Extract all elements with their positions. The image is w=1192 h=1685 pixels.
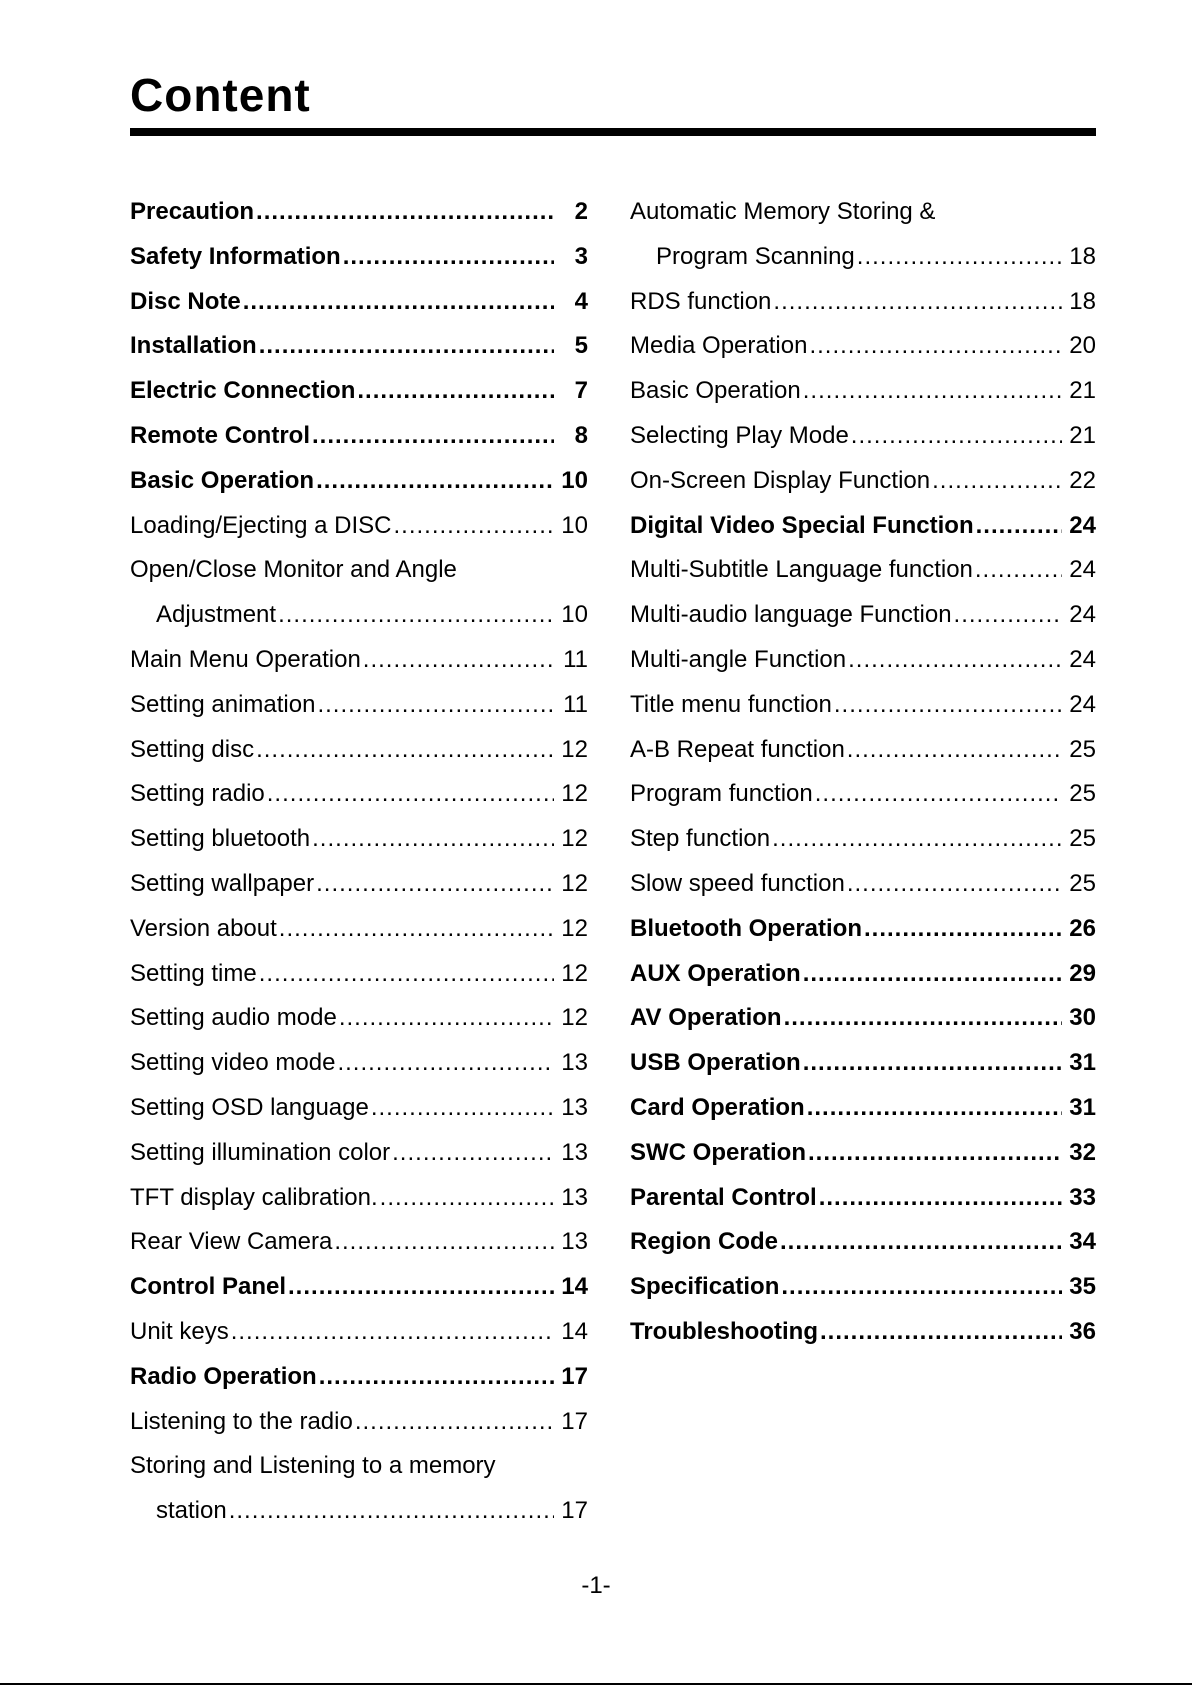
toc-entry[interactable] [130, 683, 588, 728]
toc-entry-page: 25 [1069, 735, 1096, 763]
toc-entry-page: 10 [561, 601, 588, 629]
toc-entry-label: Setting animation [130, 690, 316, 718]
toc-entry-page: 21 [1069, 421, 1096, 449]
toc-entry[interactable] [630, 190, 1096, 235]
toc-entry-label: Title menu function [630, 690, 832, 718]
toc-leader-dots [857, 235, 1062, 280]
toc-entry-label: TFT display calibration. [130, 1183, 378, 1211]
toc-entry-label: Loading/Ejecting a DISC [130, 511, 392, 539]
toc-entry[interactable] [630, 593, 1096, 638]
toc-entry-label: Setting wallpaper [130, 869, 315, 897]
toc-leader-dots [363, 638, 554, 683]
toc-entry-label: Multi-audio language Function [630, 601, 952, 629]
toc-entry-page: 14 [561, 1317, 588, 1345]
toc-right-column [630, 190, 1096, 1355]
toc-entry-label: Control Panel [130, 1273, 287, 1301]
toc-entry-label: Specification [630, 1273, 780, 1301]
toc-leader-dots [819, 1176, 1062, 1221]
toc-entry-page: 25 [1069, 869, 1096, 897]
toc-entry-page: 10 [561, 466, 588, 494]
toc-entry-page: 17 [561, 1362, 588, 1390]
toc-entry-page: 3 [574, 242, 588, 270]
toc-entry[interactable] [130, 504, 588, 549]
toc-entry[interactable] [130, 1265, 588, 1310]
toc-entry-page: 30 [1069, 1004, 1096, 1032]
toc-leader-dots [334, 1220, 554, 1265]
toc-leader-dots [278, 593, 554, 638]
toc-entry-label: Listening to the radio [130, 1407, 353, 1435]
toc-entry-page: 31 [1069, 1093, 1096, 1121]
toc-entry-page: 21 [1069, 377, 1096, 405]
toc-entry[interactable] [130, 1400, 588, 1445]
toc-entry[interactable] [630, 683, 1096, 728]
toc-entry-page: 33 [1069, 1183, 1096, 1211]
toc-entry[interactable] [130, 1131, 588, 1176]
toc-leader-dots [339, 996, 554, 1041]
toc-entry-page: 12 [561, 735, 588, 763]
toc-entry-label: Media Operation [630, 332, 808, 360]
toc-leader-dots [371, 1086, 554, 1131]
toc-entry-label: Multi-Subtitle Language function [630, 556, 973, 584]
toc-leader-dots [392, 1131, 554, 1176]
toc-entry[interactable] [130, 996, 588, 1041]
toc-leader-dots [803, 1041, 1062, 1086]
toc-entry-label: Rear View Camera [130, 1228, 333, 1256]
toc-entry[interactable] [130, 414, 588, 459]
toc-leader-dots [337, 1041, 554, 1086]
toc-entry-label: Precaution [130, 198, 255, 225]
toc-entry[interactable] [130, 548, 588, 593]
toc-entry-page: 24 [1069, 645, 1096, 673]
toc-entry-page: 8 [574, 421, 588, 449]
toc-entry-label: Troubleshooting [630, 1317, 818, 1345]
toc-leader-dots [243, 280, 554, 325]
toc-entry-page: 18 [1069, 242, 1096, 270]
toc-leader-dots [256, 728, 554, 773]
title-divider [130, 128, 1096, 136]
toc-entry-label: Disc Note [130, 287, 241, 315]
toc-entry-page: 18 [1069, 287, 1096, 315]
toc-entry[interactable] [130, 280, 588, 325]
toc-entry-label: Setting illumination color [130, 1138, 391, 1166]
toc-entry[interactable] [630, 414, 1096, 459]
toc-entry[interactable] [630, 638, 1096, 683]
toc-leader-dots [932, 459, 1062, 504]
toc-entry-label: Setting video mode [130, 1049, 336, 1077]
toc-entry-label: Setting OSD language [130, 1093, 369, 1121]
toc-entry[interactable] [130, 1220, 588, 1265]
toc-entry-page: 11 [563, 645, 588, 673]
toc-entry-label: Slow speed function [630, 869, 845, 897]
toc-entry[interactable] [130, 1041, 588, 1086]
toc-entry[interactable] [630, 772, 1096, 817]
toc-leader-dots [312, 817, 554, 862]
toc-entry[interactable] [130, 907, 588, 952]
toc-entry-page: 29 [1069, 959, 1096, 987]
toc-leader-dots [259, 952, 554, 997]
toc-leader-dots [317, 683, 554, 728]
toc-entry-label: RDS function [630, 287, 772, 315]
toc-entry-page: 12 [561, 869, 588, 897]
toc-leader-dots [864, 907, 1062, 952]
toc-entry-page: 20 [1069, 332, 1096, 360]
toc-leader-dots [807, 1086, 1062, 1131]
toc-entry-page: 5 [574, 332, 588, 360]
toc-leader-dots [267, 772, 554, 817]
toc-entry-page: 13 [561, 1228, 588, 1256]
toc-entry-label: Setting bluetooth [130, 825, 311, 853]
toc-entry-page: 17 [561, 1407, 588, 1435]
toc-entry-label: Card Operation [630, 1093, 805, 1121]
toc-entry-label: Multi-angle Function [630, 645, 847, 673]
toc-entry[interactable] [630, 1131, 1096, 1176]
toc-entry-label: Basic Operation [130, 466, 315, 494]
toc-entry[interactable] [630, 324, 1096, 369]
toc-entry[interactable] [130, 817, 588, 862]
toc-entry-label: station [156, 1497, 227, 1525]
toc-leader-dots [976, 504, 1062, 549]
toc-leader-dots [848, 638, 1062, 683]
toc-leader-dots [288, 1265, 554, 1310]
toc-entry-label: SWC Operation [630, 1138, 807, 1166]
toc-entry[interactable] [630, 1041, 1096, 1086]
toc-entry-label: Step function [630, 825, 771, 853]
toc-leader-dots [343, 235, 554, 280]
toc-entry[interactable] [630, 1310, 1096, 1355]
toc-entry-page: 24 [1069, 556, 1096, 584]
toc-entry-label: Version about [130, 914, 277, 942]
toc-entry-page: 24 [1069, 690, 1096, 718]
toc-entry[interactable] [130, 638, 588, 683]
toc-entry-page: 31 [1069, 1049, 1096, 1077]
toc-entry-page: 12 [561, 780, 588, 808]
toc-leader-dots [808, 1131, 1062, 1176]
toc-entry-label: Safety Information [130, 242, 341, 270]
toc-entry-label: Radio Operation [130, 1362, 317, 1390]
toc-entry[interactable] [130, 1444, 588, 1489]
toc-leader-dots [851, 414, 1062, 459]
toc-leader-dots [954, 593, 1062, 638]
page-title: Content [130, 69, 311, 121]
toc-entry-page: 7 [574, 377, 588, 405]
toc-entry-page: 12 [561, 825, 588, 853]
toc-entry[interactable] [630, 1220, 1096, 1265]
toc-leader-dots [279, 907, 554, 952]
toc-entry-label: USB Operation [630, 1049, 801, 1077]
toc-entry[interactable] [130, 190, 588, 235]
toc-entry-label: Setting time [130, 959, 257, 987]
toc-entry[interactable] [630, 728, 1096, 773]
toc-entry[interactable] [630, 504, 1096, 549]
toc-entry[interactable] [130, 728, 588, 773]
toc-entry[interactable] [130, 593, 588, 638]
toc-entry-page: 17 [561, 1497, 588, 1525]
toc-leader-dots [772, 817, 1062, 862]
toc-leader-dots [319, 1355, 554, 1400]
toc-entry-label: Bluetooth Operation [630, 914, 862, 942]
toc-leader-dots [809, 324, 1062, 369]
toc-entry-label: Digital Video Special Function [630, 511, 974, 539]
toc-entry-label: Program Scanning [656, 242, 855, 270]
toc-entry-label: Remote Control [130, 421, 310, 449]
toc-entry-label: A-B Repeat function [630, 735, 845, 763]
toc-entry-page: 25 [1069, 780, 1096, 808]
toc-entry-page: 24 [1069, 511, 1096, 539]
toc-leader-dots [815, 772, 1062, 817]
toc-entry[interactable] [130, 952, 588, 997]
toc-leader-dots [355, 1400, 554, 1445]
toc-entry[interactable] [630, 280, 1096, 325]
toc-entry-label: Electric Connection [130, 377, 356, 405]
toc-leader-dots [316, 459, 554, 504]
toc-entry-page: 12 [561, 1004, 588, 1032]
toc-entry-page: 13 [561, 1049, 588, 1077]
toc-entry-label: Basic Operation [630, 377, 801, 405]
toc-entry-label: Program function [630, 780, 813, 808]
toc-leader-dots [780, 1220, 1062, 1265]
toc-leader-dots [229, 1489, 554, 1534]
toc-entry[interactable] [130, 1086, 588, 1131]
toc-entry-label: Selecting Play Mode [630, 421, 849, 449]
toc-entry-page: 25 [1069, 825, 1096, 853]
toc-entry[interactable] [130, 1310, 588, 1355]
toc-leader-dots [259, 324, 554, 369]
toc-entry[interactable] [630, 369, 1096, 414]
toc-leader-dots [820, 1310, 1062, 1355]
toc-entry-label: Region Code [630, 1228, 778, 1256]
toc-entry-label: AV Operation [630, 1004, 782, 1032]
toc-leader-dots [803, 952, 1062, 997]
toc-entry-page: 32 [1069, 1138, 1096, 1166]
toc-entry[interactable] [130, 324, 588, 369]
toc-entry-label: AUX Operation [630, 959, 801, 987]
toc-leader-dots [781, 1265, 1062, 1310]
toc-entry-page: 13 [561, 1183, 588, 1211]
toc-entry-label: Setting disc [130, 735, 255, 763]
toc-leader-dots [834, 683, 1062, 728]
toc-leader-dots [357, 369, 554, 414]
toc-entry-page: 12 [561, 959, 588, 987]
toc-entry-page: 36 [1069, 1317, 1096, 1345]
toc-leader-dots [256, 190, 554, 235]
toc-entry[interactable] [130, 1489, 588, 1534]
toc-leader-dots [847, 728, 1062, 773]
toc-entry-page: 10 [561, 511, 588, 539]
toc-entry[interactable] [130, 862, 588, 907]
toc-entry-page: 13 [561, 1138, 588, 1166]
toc-leader-dots [784, 996, 1062, 1041]
toc-entry-label: Setting radio [130, 780, 265, 808]
toc-entry[interactable] [630, 952, 1096, 997]
toc-entry[interactable] [630, 1176, 1096, 1221]
toc-entry-page: 35 [1069, 1273, 1096, 1301]
toc-entry[interactable] [630, 235, 1096, 280]
toc-entry-page: 26 [1069, 914, 1096, 942]
toc-entry[interactable] [630, 907, 1096, 952]
toc-entry-page: 13 [561, 1093, 588, 1121]
toc-entry-label: Parental Control [630, 1183, 817, 1211]
toc-entry-label: On-Screen Display Function [630, 466, 931, 494]
toc-left-column [130, 190, 588, 1534]
toc-leader-dots [975, 548, 1062, 593]
toc-leader-dots [380, 1176, 554, 1221]
toc-leader-dots [394, 504, 555, 549]
toc-entry-label: Unit keys [130, 1317, 229, 1345]
toc-entry-page: 11 [563, 690, 588, 718]
toc-entry[interactable] [630, 548, 1096, 593]
toc-entry-label: Adjustment [156, 601, 277, 629]
toc-entry-page: 22 [1069, 466, 1096, 494]
toc-entry-page: 14 [561, 1273, 588, 1301]
page-number: -1- [581, 1572, 611, 1599]
toc-leader-dots [847, 862, 1062, 907]
toc-leader-dots [312, 414, 554, 459]
toc-entry-label: Setting audio mode [130, 1004, 337, 1032]
toc-entry-page: 34 [1069, 1228, 1096, 1256]
toc-leader-dots [773, 280, 1062, 325]
toc-leader-dots [316, 862, 554, 907]
toc-entry-page: 12 [561, 914, 588, 942]
toc-entry[interactable] [630, 1086, 1096, 1131]
toc-entry[interactable] [630, 459, 1096, 504]
toc-entry-label: Installation [130, 332, 257, 360]
toc-entry-page: 2 [574, 198, 588, 225]
toc-entry[interactable] [130, 459, 588, 504]
toc-entry-label: Storing and Listening to a memory [130, 1452, 496, 1480]
toc-entry[interactable] [130, 1176, 588, 1221]
toc-entry-label: Automatic Memory Storing & [630, 198, 936, 225]
toc-leader-dots [803, 369, 1062, 414]
toc-entry[interactable] [630, 817, 1096, 862]
toc-entry[interactable] [130, 235, 588, 280]
toc-entry-label: Main Menu Operation [130, 645, 361, 673]
toc-entry[interactable] [130, 369, 588, 414]
toc-entry[interactable] [630, 996, 1096, 1041]
toc-entry[interactable] [630, 862, 1096, 907]
toc-entry-page: 4 [574, 287, 588, 315]
toc-entry-page: 24 [1069, 601, 1096, 629]
toc-entry[interactable] [130, 1355, 588, 1400]
toc-entry[interactable] [130, 772, 588, 817]
toc-leader-dots [231, 1310, 554, 1355]
toc-entry-label: Open/Close Monitor and Angle [130, 556, 457, 584]
toc-entry[interactable] [630, 1265, 1096, 1310]
